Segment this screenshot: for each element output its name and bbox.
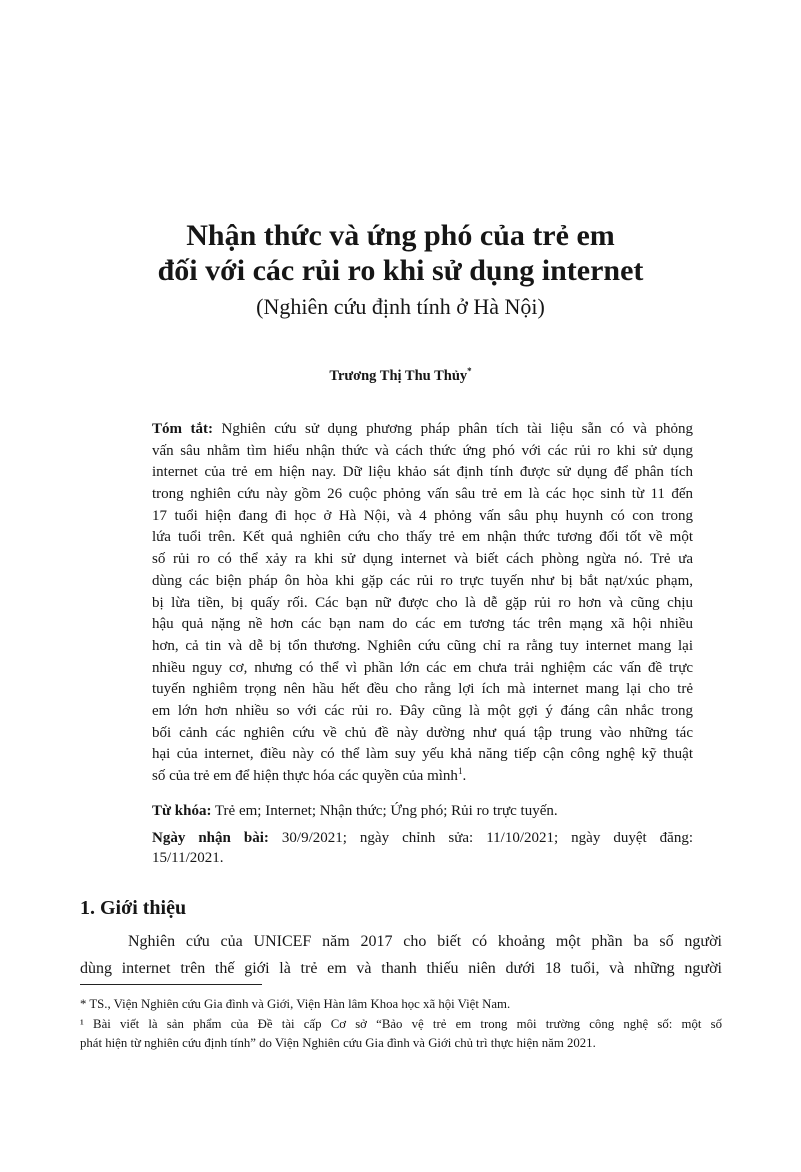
abstract-text: bị lừa tiền, bị quấy rối. Các bạn nữ được cho là dễ gặp rủi ro hơn và cũng chịu	[152, 594, 693, 611]
abstract-line	[152, 571, 693, 593]
abstract-line	[152, 549, 693, 571]
abstract-line: số của trẻ em để hiện thực hóa các quyền của mình$^1$.	[152, 766, 467, 784]
abstract	[152, 419, 693, 788]
abstract-line	[152, 527, 693, 549]
dates-text: 30/9/2021; ngày chỉnh sửa: 11/10/2021; ngày duyệt đăng:	[281, 830, 693, 846]
footnotes	[80, 995, 722, 1054]
abstract-line	[152, 744, 693, 766]
abstract-text: hơn, cả tin và dễ bị tổn thương. Nghiên cứu cũng chỉ ra rằng tuy internet mang lại	[152, 637, 693, 654]
title-line: đối với các rủi ro khi sử dụng internet	[157, 254, 644, 287]
dates-text-2: 15/11/2021.	[152, 850, 224, 866]
footnote: phát hiện từ nghiên cứu định tính” do Viện Nghiên cứu Gia đình và Giới chủ trì thực hiện năm 2021.	[80, 1036, 596, 1050]
abstract-line	[152, 484, 693, 506]
abstract-line	[152, 701, 693, 723]
footnote-ref: 1	[457, 766, 463, 776]
abstract-line	[152, 614, 693, 636]
author	[0, 368, 801, 385]
footnote: ¹ Bài viết là sản phẩm của Đề tài cấp Cơ sở “Bảo vệ trẻ em trong môi trường công nghệ số: một số	[80, 1016, 722, 1031]
body-line: Nghiên cứu của UNICEF năm 2017 cho biết có khoảng một phần ba số người	[128, 933, 722, 950]
author-name: Trương Thị Thu Thủy	[329, 368, 468, 384]
abstract-text: internet của trẻ em hiện nay. Dữ liệu khảo sát định tính được sử dụng để phân tích	[152, 464, 693, 481]
section-heading: 1. Giới thiệu	[80, 897, 187, 919]
keywords-text: Trẻ em; Internet; Nhận thức; Ứng phó; Rủi ro trực tuyến.	[214, 803, 558, 819]
abstract-text: tuyến nghiêm trọng nên hầu hết đều cho rằng lợi ích mà internet mang lại cho trẻ	[152, 681, 693, 698]
abstract-text: bối cảnh các nghiên cứu về chủ đề này dường như quá tập trung vào những tác	[152, 724, 693, 741]
abstract-label: Tóm tắt:	[152, 421, 214, 437]
body-line: dùng internet trên thế giới là trẻ em và thanh thiếu niên dưới 18 tuổi, và những người	[80, 960, 722, 977]
section-body	[80, 928, 722, 982]
abstract-text: nhiều nguy cơ, nhưng có thể vì phần lớn các em chưa trải nghiệm các vấn đề trực	[152, 659, 693, 676]
dates-label: Ngày nhận bài:	[152, 830, 269, 846]
abstract-line	[152, 441, 693, 463]
abstract-line	[152, 636, 693, 658]
abstract-text: số của trẻ em để hiện thực hóa các quyền của mình	[152, 768, 458, 784]
abstract-text: dùng các biện pháp ôn hòa khi gặp các rủi ro trực tuyến như bị bắt nạt/xúc phạm,	[152, 572, 693, 589]
keywords-label: Từ khóa:	[152, 803, 212, 819]
abstract-text: hại của internet, điều này có thể làm suy yếu khả năng tiếp cận công nghệ kỹ thuật	[152, 746, 693, 763]
abstract-text: Nghiên cứu sử dụng phương pháp phân tích tài liệu sẵn có và phỏng	[221, 421, 693, 437]
dates	[152, 828, 693, 868]
abstract-text: số rủi ro có thể xảy ra khi sử dụng internet và biết cách phòng ngừa nó. Trẻ ưa	[152, 551, 693, 568]
abstract-text: hậu quả nặng nề hơn các bạn nam do các em tương tác trên mạng xã hội nhiều	[152, 616, 693, 633]
abstract-line	[152, 723, 693, 745]
abstract-line	[152, 506, 693, 528]
article-title	[0, 218, 801, 288]
abstract-text: vấn sâu nhằm tìm hiểu nhận thức và cách thức ứng phó với các rủi ro khi sử dụng	[152, 442, 693, 459]
abstract-line	[152, 462, 693, 484]
abstract-text: lứa tuổi trên. Kết quả nghiên cứu cho thấy trẻ em nhận thức tương đối tốt về một	[152, 529, 693, 546]
abstract-text: trong nghiên cứu này gồm 26 cuộc phỏng vấn sâu trẻ em là các học sinh từ 11 đến	[152, 486, 693, 503]
abstract-line	[152, 679, 693, 701]
keywords	[152, 801, 693, 821]
article-subtitle: (Nghiên cứu định tính ở Hà Nội)	[256, 294, 545, 319]
author-footnote-mark: *	[467, 366, 472, 377]
abstract-line	[152, 658, 693, 680]
footnote-divider	[80, 984, 262, 985]
abstract-text: 17 tuổi hiện đang đi học ở Hà Nội, và 4 phỏng vấn sâu phụ huynh có con trong	[152, 507, 693, 524]
title-line: Nhận thức và ứng phó của trẻ em	[186, 219, 615, 252]
abstract-line	[152, 419, 693, 441]
abstract-line	[152, 593, 693, 615]
footnote: * TS., Viện Nghiên cứu Gia đình và Giới, Viện Hàn lâm Khoa học xã hội Việt Nam.	[80, 997, 511, 1011]
abstract-text: em lớn hơn nhiều so với các rủi ro. Đây cũng là một gợi ý đáng cân nhắc trong	[152, 702, 693, 719]
